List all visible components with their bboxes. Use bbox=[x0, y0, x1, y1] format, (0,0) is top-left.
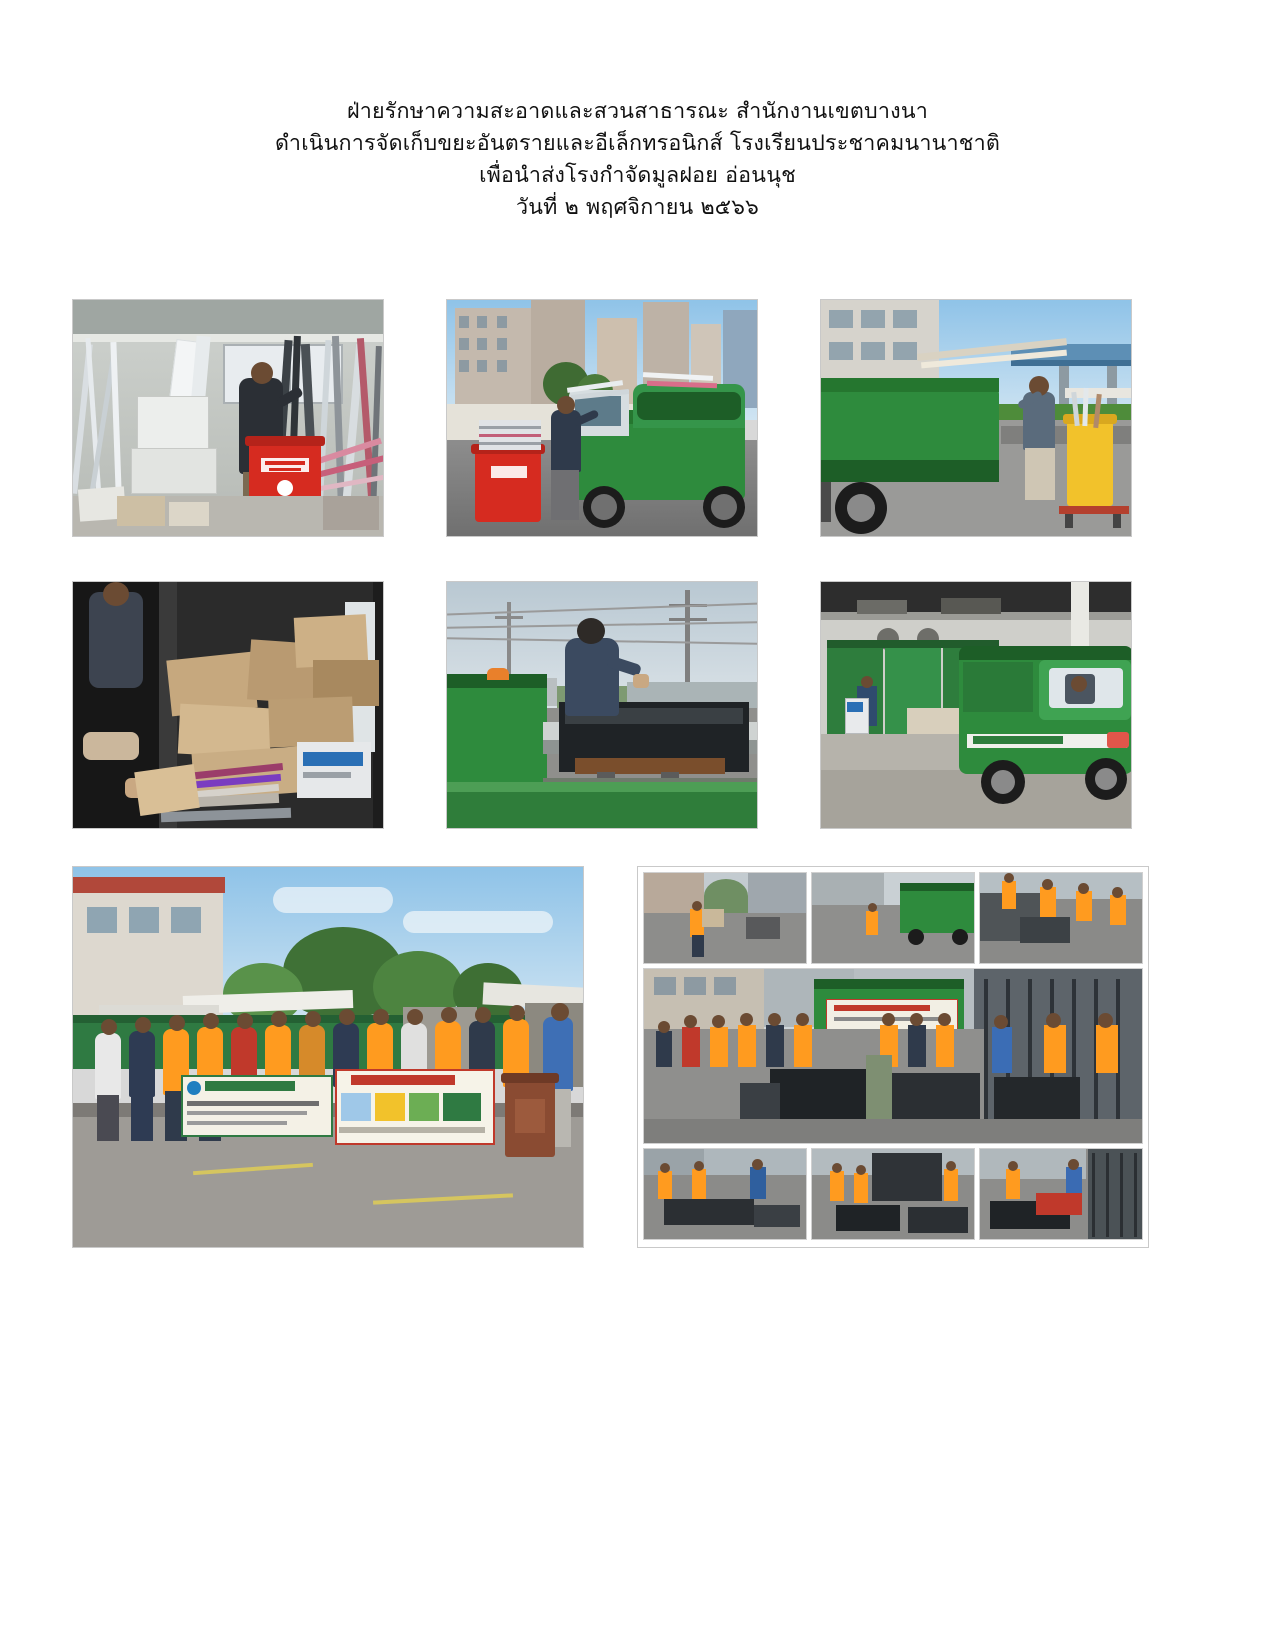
collage-tile-1 bbox=[643, 872, 807, 964]
photo-2 bbox=[446, 299, 758, 537]
collage-tile-7 bbox=[979, 1148, 1143, 1240]
collage-tile-6 bbox=[811, 1148, 975, 1240]
photo-7-scene bbox=[73, 867, 583, 1247]
photo-7 bbox=[72, 866, 584, 1248]
photo-3-scene bbox=[821, 300, 1131, 536]
header-line-3: เพื่อนำส่งโรงกำจัดมูลฝอย อ่อนนุช bbox=[479, 163, 796, 188]
photo-8 bbox=[637, 866, 1149, 1248]
photo-5 bbox=[446, 581, 758, 829]
photo-6-scene bbox=[821, 582, 1131, 828]
header-line-1: ฝ่ายรักษาความสะอาดและสวนสาธารณะ สำนักงานเขตบางนา bbox=[346, 99, 929, 124]
photo-1-scene bbox=[73, 300, 383, 536]
photo-3 bbox=[820, 299, 1132, 537]
collage-tile-3 bbox=[979, 872, 1143, 964]
photo-4 bbox=[72, 581, 384, 829]
photo-8-collage bbox=[643, 872, 1143, 1242]
collage-tile-2 bbox=[811, 872, 975, 964]
page-title bbox=[0, 96, 1275, 224]
collage-tile-4 bbox=[643, 968, 1143, 1144]
header-line-4: วันที่ ๒ พฤศจิกายน ๒๕๖๖ bbox=[516, 195, 759, 220]
photo-4-scene bbox=[73, 582, 383, 828]
photo-2-scene bbox=[447, 300, 757, 536]
header-line-2: ดำเนินการจัดเก็บขยะอันตรายและอีเล็กทรอนิกส์ โรงเรียนประชาคมนานาชาติ bbox=[274, 131, 1001, 156]
collage-tile-5 bbox=[643, 1148, 807, 1240]
photo-5-scene bbox=[447, 582, 757, 828]
photo-1 bbox=[72, 299, 384, 537]
photo-6 bbox=[820, 581, 1132, 829]
